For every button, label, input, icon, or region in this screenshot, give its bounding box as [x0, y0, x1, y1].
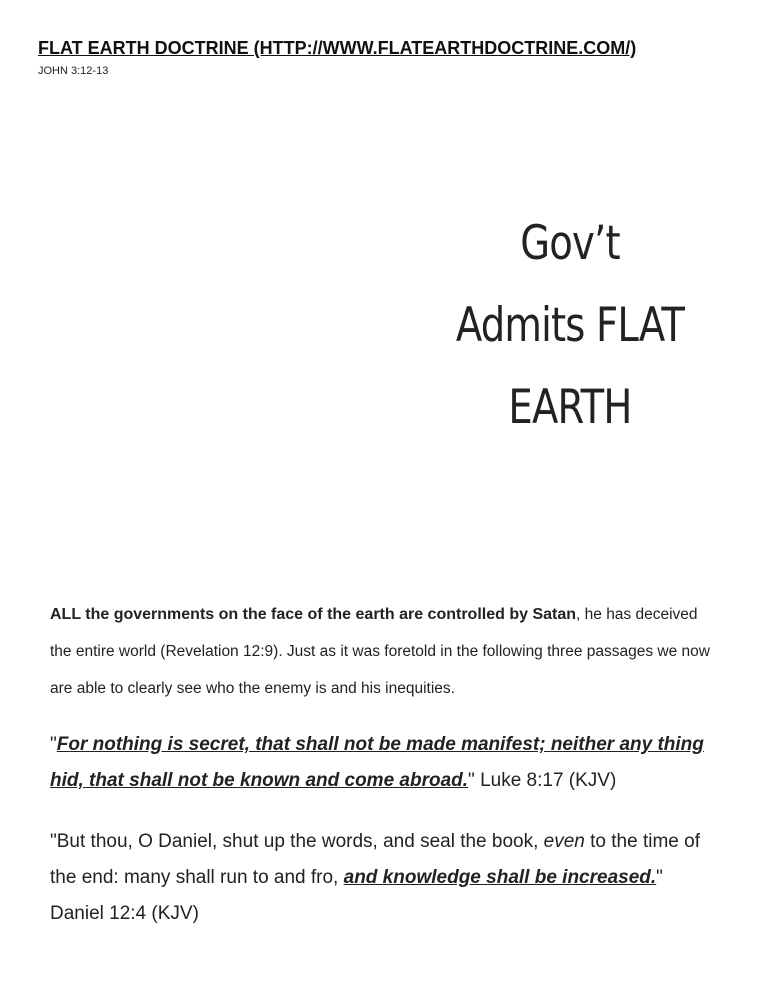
daniel-quote-part-1: "But thou, O Daniel, shut up the words, and seal the book,	[50, 831, 544, 852]
quote-open-mark: "	[50, 734, 57, 755]
daniel-quote-part-2: to the time of the end: many shall run to and fro,	[50, 831, 700, 888]
intro-bold-statement: ALL the governments on the face of the earth are controlled by Satan	[50, 606, 577, 623]
page-subtitle: JOHN 3:12-13	[38, 65, 109, 77]
daniel-quote	[50, 824, 720, 932]
headline-line-3: EARTH	[508, 380, 632, 435]
headline-line-1: Gov’t	[520, 216, 620, 271]
intro-paragraph	[50, 596, 720, 707]
intro-text: , he has deceived the entire world (Revelation 12:9). Just as it was foretold in the following three passages we now are able to clearly see who the enemy is and his inequities.	[50, 606, 710, 697]
site-link[interactable]: FLAT EARTH DOCTRINE (HTTP://WWW.FLATEARTHDOCTRINE.COM/)	[38, 38, 637, 58]
luke-quote-reference: " Luke 8:17 (KJV)	[468, 770, 617, 791]
daniel-quote-emphasis: and knowledge shall be increased.	[343, 867, 657, 888]
luke-quote	[50, 727, 720, 799]
daniel-quote-italic: even	[543, 831, 585, 852]
daniel-quote-reference: " Daniel 12:4 (KJV)	[50, 867, 663, 924]
headline-line-2: Admits FLAT	[455, 298, 685, 353]
luke-quote-emphasis: For nothing is secret, that shall not be made manifest; neither any thing hid, that shall not be known and come abroad.	[50, 734, 704, 791]
headline	[447, 203, 693, 449]
